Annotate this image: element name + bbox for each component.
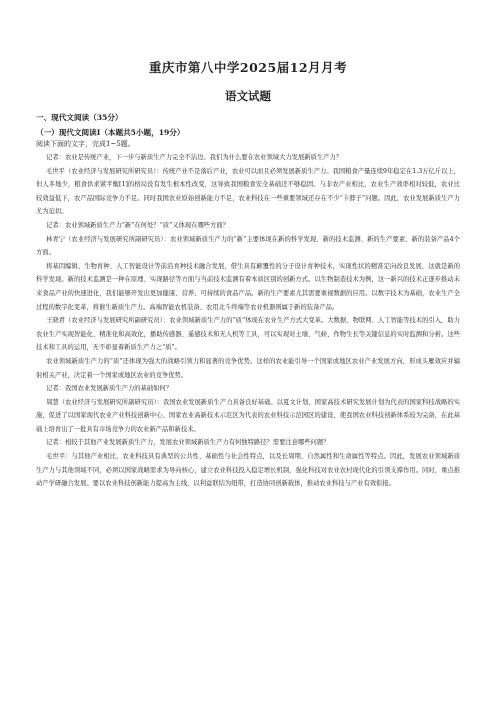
paragraph-7: 农业领域新质生产力的“质”还体现为强大的战略引领力和显著的竞争优势。这样的农业能引导一个国家或地区农业产业发展方向，形成头雁效应并辐射相关产业，决定着一个国家或地区农业的竞争优势。 [36, 357, 460, 379]
paragraph-8: 记者：我国农业发展新质生产力的基础如何？ [46, 385, 173, 393]
paragraph-3: 记者：农业领域新质生产力“新”在何处？“质”又体现在哪些方面？ [46, 221, 229, 229]
paragraph-6: 王晓君（农业经济与发展研究所副研究员）：农业领域新质生产力的“质”体现在农业生产方式大变革。大数据、物联网、人工智能等技术的引入，助力农业生产实现智能化、精准化和高效化，播助传感器、遥感技术和无人机等工具，可以实现对土壤、气候、作物生长等关键信息的实时监测和分析。这些技术和工具的运用，无不彰显着新质生产力之“质”。 [36, 317, 460, 352]
section-heading: 一、现代文阅读（35分） [36, 113, 123, 122]
paragraph-10: 记者：相较于其他产业发展新质生产力，发展农业领域新质生产力有何独特路径？需要注意哪些问题？ [46, 439, 330, 447]
instructions: 阅读下面的文字，完成1~5题。 [36, 140, 135, 148]
paragraph-2: 毛世平（农业经济与发展研究所研究员）：传统产业不是落后产业，农业可以而且必须发展新质生产力。我国粮食产量连续9年稳定在1.3万亿斤以上，但人多地少，粮食供求紧平衡[1]的格局没有发生根本性改变，这导致我国粮食安全基础还不够稳固。与非农产业相比，农业生产效率相对较低，农业比较效益低下，农产品国际竞争力不足。同时我国农业原始创新能力不足，农业科技在一些重要领域还存在不少“卡脖子”问题。因此，农业发展新质生产力尤为迫切。 [36, 167, 460, 216]
paragraph-5: 将基因编辑、生物育种、人工智能设计等前沿育种技术融合发展，借生具有颠覆性的分子设计育种技术，实现性状的精准定向改良发展，这就是新的科学发现。新的技术监测是一种在原理、实现路径等方面与当前技术监测有着本质区别的创新方式。以生物制造技术为例，这一新兴的技术正逐步推动未来食品产业的快速进化，我们能够开发出更加健康、营养、可持续的食品产品。新的生产要素尤其需要重视数据的应用。以数字技术为基础，农业生产全过程的数字化变革，将催生新质生产力。高端智能农机装备、农用北斗终端等农业机器则属于新的装备产品。 [36, 262, 460, 311]
paragraph-4: 林青宁（农业经济与发展研究所副研究员）：农业领域新质生产力的“新”主要体现在新的科学发现、新的技术监测、新的生产要素、新的装备产品4个方面。 [36, 235, 460, 257]
subsection-heading: （一）现代文阅读Ⅰ（本题共5小题，19分） [36, 128, 185, 137]
paragraph-9: 周慧（农业经济与发展研究所副研究员）：我国农业发展新质生产力具备良好基础。以夏文计划、国家高技术研究发展计划为代表的国家科技战略的实施，促进了以国家现代农业产业科技创新中心、国家农业高新技术示范区为代表的农业科技示范园区的建设，使我国农业科技创新体系较为完备，在此基础上培育出了一批具有市场竞争力的农业新产品和新技术。 [36, 398, 460, 433]
paragraph-1: 记者：农业是传统产业，下一步与新质生产力完全不沾边。我们为什么要在农业领域大力发展新质生产力？ [46, 154, 343, 161]
paragraph-11: 毛世平：与其他产业相比，农业科技具有典型的公共性、基础性与社会性特点，以及长周期、自然属性和生命属性等特点。因此，发展农业领域新质生产力与其他领域不同，必须以国家战略需求为导向核心，建立农业科技投入稳定增长机制，强化科技对农业农村现代化的引领支撑作用。同时，重点推动产学研融合发展。要以农业科技创新能力提高为主线，以利益联结为纽带，打造协同创新载体，推动农业科技与产业有效衔接。 [36, 453, 460, 488]
document-subtitle: 语文试题 [225, 89, 271, 103]
document-title: 重庆市第八中学2025届12月月考 [148, 60, 348, 75]
